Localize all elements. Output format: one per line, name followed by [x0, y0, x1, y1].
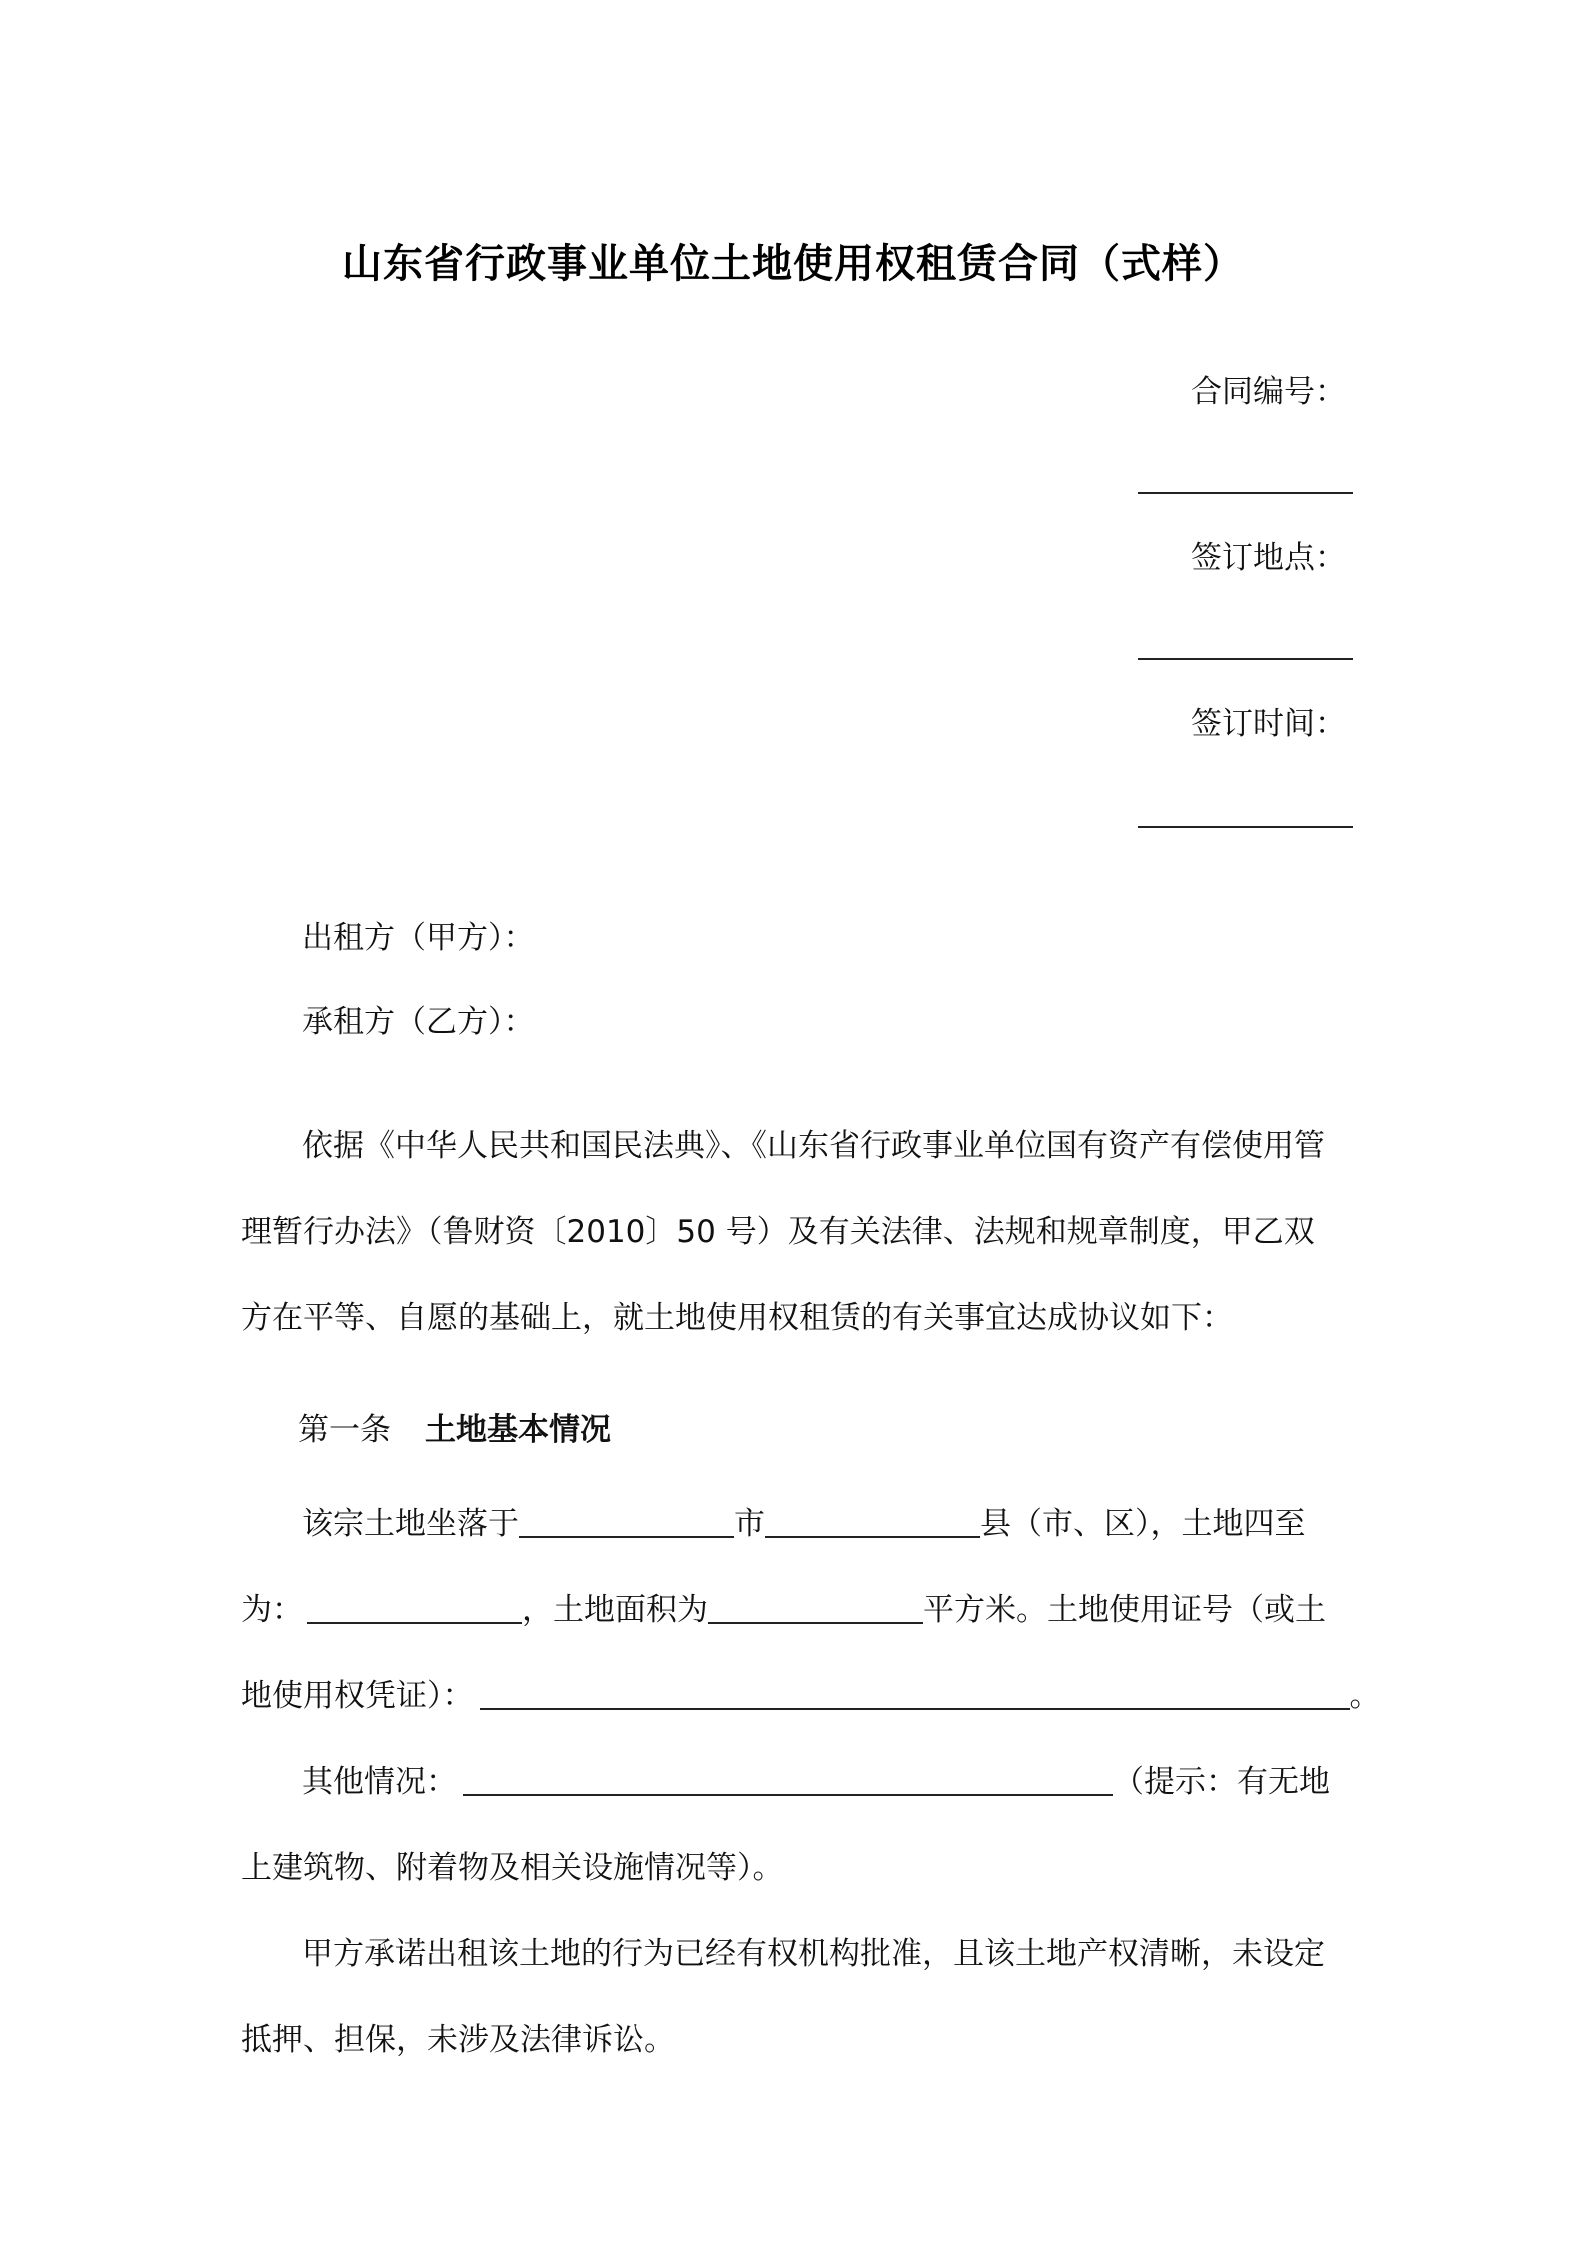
preamble-line-1: 依据《中华人民共和国民法典》、《山东省行政事业单位国有资产有偿使用管 [302, 1128, 1325, 1164]
article-1-para-3-line-1: 甲方承诺出租该土地的行为已经有权机构批准，且该土地产权清晰，未设定 [302, 1936, 1325, 1972]
city-blank [519, 1508, 734, 1538]
sign-time-blank [1138, 826, 1353, 828]
sign-place-label: 签订地点： [1191, 540, 1346, 576]
article-1-para-1-line-3 [241, 1670, 1381, 1715]
city-text: 市 [734, 1506, 765, 1542]
lessee-label: 承租方（乙方）： [302, 1004, 535, 1040]
preamble-line-3: 方在平等、自愿的基础上，就土地使用权租赁的有关事宜达成协议如下： [241, 1300, 1233, 1336]
sign-place-blank [1138, 658, 1353, 660]
area-text: ，土地面积为 [522, 1592, 708, 1628]
contract-number-label: 合同编号： [1191, 374, 1346, 410]
article-1-para-3-line-2: 抵押、担保，未涉及法律诉讼。 [241, 2022, 675, 2058]
preamble-line-2: 理暂行办法》（鲁财资〔2010〕50 号）及有关法律、法规和规章制度，甲乙双 [241, 1214, 1315, 1250]
hint-text: （提示：有无地 [1113, 1764, 1330, 1800]
other-info-blank [463, 1766, 1113, 1796]
county-text: 县（市、区），土地四至 [980, 1506, 1306, 1542]
article-1-heading: 土地基本情况 [425, 1412, 611, 1448]
document-title: 山东省行政事业单位土地使用权租赁合同（式样） [342, 241, 1244, 287]
period-text: 。 [1349, 1678, 1381, 1714]
boundary-blank [307, 1594, 522, 1624]
certificate-label: 地使用权凭证）： [241, 1678, 474, 1714]
sign-time-label: 签订时间： [1191, 706, 1346, 742]
article-1-para-1-line-1 [302, 1498, 1353, 1543]
land-location-text: 该宗土地坐落于 [302, 1506, 519, 1542]
other-info-label: 其他情况： [302, 1764, 457, 1800]
article-1-para-1-line-2 [241, 1584, 1353, 1629]
boundary-text: 为： [241, 1592, 303, 1628]
contract-number-blank [1138, 492, 1353, 494]
article-1-header [298, 1404, 1410, 1449]
article-1-para-2-line-2: 上建筑物、附着物及相关设施情况等）。 [241, 1850, 784, 1886]
article-1-number: 第一条 [298, 1412, 391, 1448]
article-1-para-2-line-1 [302, 1756, 1353, 1801]
area-blank [708, 1594, 923, 1624]
certificate-blank [480, 1680, 1350, 1710]
certificate-text: 平方米。土地使用证号（或土 [923, 1592, 1326, 1628]
lessor-label: 出租方（甲方）： [302, 920, 535, 956]
county-blank [765, 1508, 980, 1538]
